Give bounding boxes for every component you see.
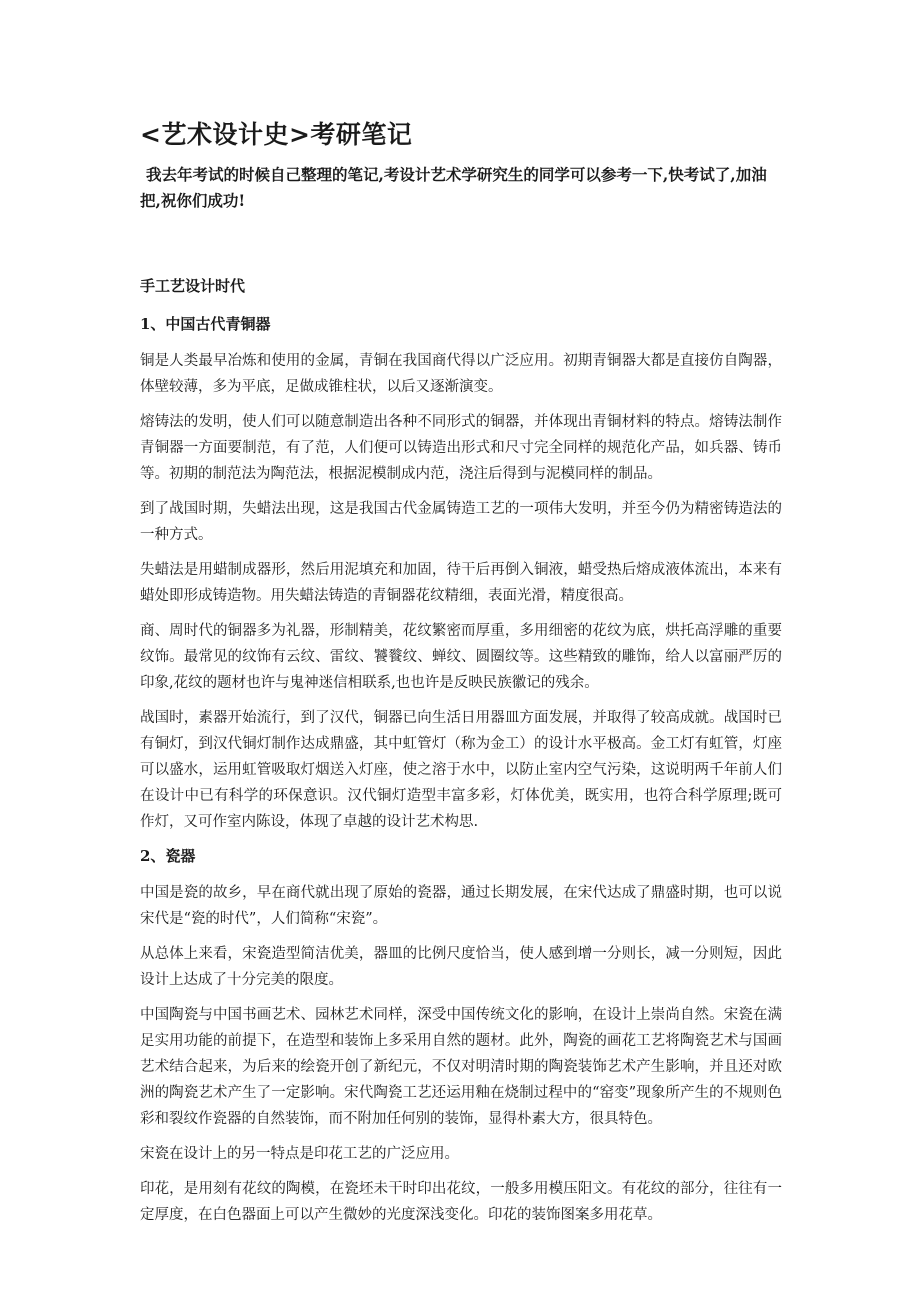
section-bronze — [140, 312, 782, 835]
paragraph: 失蜡法是用蜡制成器形，然后用泥填充和加固，待干后再倒入铜液，蜡受热后熔成液体流出，本来有蜡处即形成铸造物。用失蜡法铸造的青铜器花纹精细，表面光滑，精度很高。 — [140, 562, 782, 604]
paragraph: 战国时，素器开始流行，到了汉代，铜器已向生活日用器皿方面发展，并取得了较高成就。战国时已有铜灯，到汉代铜灯制作达成鼎盛，其中虹管灯（称为金工）的设计水平极高。金工灯有虹管，灯座可以盛水，运用虹管吸取灯烟送入灯座，使之溶于水中，以防止室内空气污染，这说明两千年前人们在设计中已有科学的环保意识。汉代铜灯造型丰富多彩，灯体优美，既实用，也符合科学原理;既可作灯，又可作室内陈设，体现了卓越的设计艺术构思. — [140, 710, 782, 830]
paragraph: 印花，是用刻有花纹的陶模，在瓷坯未干时印出花纹，一般多用模压阳文。有花纹的部分，往往有一定厚度，在白色器面上可以产生微妙的光度深浅变化。印花的装饰图案多用花草。 — [140, 1181, 782, 1223]
paragraph: 宋瓷在设计上的另一特点是印花工艺的广泛应用。 — [140, 1146, 459, 1162]
section-porcelain — [140, 844, 782, 1228]
paragraph: 从总体上来看，宋瓷造型简洁优美，器皿的比例尺度恰当，使人感到增一分则长，减一分则短，因此设计上达成了十分完美的限度。 — [140, 946, 782, 988]
paragraph: 铜是人类最早冶炼和使用的金属，青铜在我国商代得以广泛应用。初期青铜器大都是直接仿自陶器，体壁较薄，多为平底，足做成锥柱状，以后又逐渐演变。 — [140, 353, 782, 395]
intro-paragraph: 我去年考试的时候自己整理的笔记,考设计艺术学研究生的同学可以参考一下,快考试了,加油把,祝你们成功! — [140, 165, 767, 210]
paragraph: 中国陶瓷与中国书画艺术、园林艺术同样，深受中国传统文化的影响，在设计上崇尚自然。宋瓷在满足实用功能的前提下，在造型和装饰上多采用自然的题材。此外，陶瓷的画花工艺将陶瓷艺术与国画艺术结合起来，为后来的绘瓷开创了新纪元，不仅对明清时期的陶瓷装饰艺术产生影响，并且还对欧洲的陶瓷艺术产生了一定影响。宋代陶瓷工艺还运用釉在烧制过程中的“窑变”现象所产生的不规则色彩和裂纹作瓷器的自然装饰，而不附加任何别的装饰，显得朴素大方，很具特色。 — [140, 1007, 782, 1127]
paragraph: 商、周时代的铜器多为礼器，形制精美，花纹繁密而厚重，多用细密的花纹为底，烘托高浮雕的重要纹饰。最常见的纹饰有云纹、雷纹、饕餮纹、蝉纹、圆圈纹等。这些精致的雕饰，给人以富丽严厉的印象,花纹的题材也许与鬼神迷信相联系,也也许是反映民族徽记的残余。 — [140, 623, 782, 691]
subheading-bronze: 1、中国古代青铜器 — [140, 315, 271, 333]
paragraph: 中国是瓷的故乡，早在商代就出现了原始的瓷器，通过长期发展，在宋代达成了鼎盛时期，也可以说宋代是“瓷的时代”，人们简称“宋瓷”。 — [140, 885, 782, 927]
subheading-porcelain: 2、瓷器 — [140, 847, 196, 865]
paragraph: 熔铸法的发明，使人们可以随意制造出各种不同形式的铜器，并体现出青铜材料的特点。熔铸法制作青铜器一方面要制范，有了范，人们便可以铸造出形式和尺寸完全同样的规范化产品，如兵器、铸币等。初期的制范法为陶范法，根据泥模制成内范，浇注后得到与泥模同样的制品。 — [140, 414, 782, 482]
section-heading: 手工艺设计时代 — [140, 277, 246, 295]
document-title: <艺术设计史>考研笔记 — [140, 120, 413, 149]
document-page — [140, 118, 782, 1237]
paragraph: 到了战国时期，失蜡法出现，这是我国古代金属铸造工艺的一项伟大发明，并至今仍为精密铸造法的一种方式。 — [140, 501, 782, 543]
